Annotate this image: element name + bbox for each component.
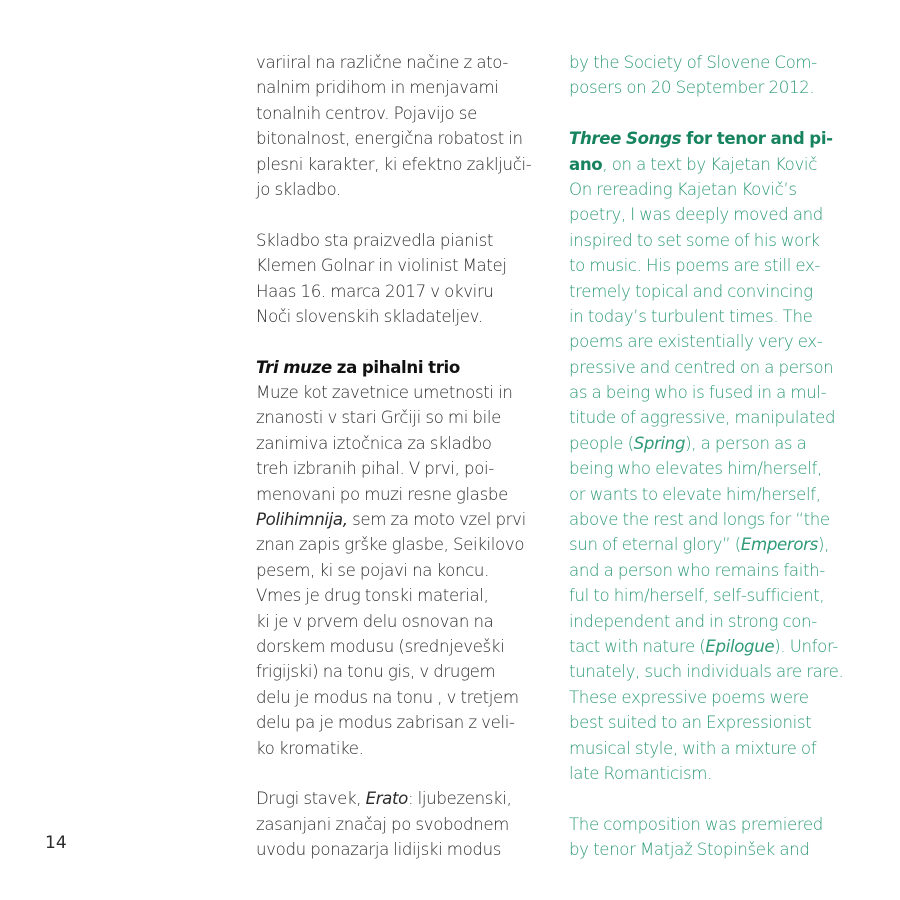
paragraph-gap: [569, 101, 869, 126]
text-line: bitonalnost, energična robatost in: [256, 129, 523, 149]
text-line: uvodu ponazarja lidijski modus: [256, 840, 502, 860]
text-line: Klemen Golnar in violinist Matej: [256, 256, 507, 276]
heading-line: [569, 152, 869, 177]
text-line: as a being who is fused in a mul-: [569, 383, 827, 403]
text-line: by the Society of Slovene Com-: [569, 53, 817, 72]
text-run: Drugi stavek,: [256, 789, 366, 809]
text-line: ful to him/herself, self-sufficient,: [569, 586, 825, 606]
text-run: sun of eternal glory” (: [569, 535, 741, 555]
paragraph-gap: [256, 761, 546, 786]
text-line: tremely topical and convincing: [569, 281, 813, 301]
page-number: 14: [45, 833, 67, 853]
text-line: posers on 20 September 2012.: [569, 78, 815, 98]
text-line: tunately, such individuals are rare.: [569, 662, 844, 682]
text-line: Vmes je drug tonski material,: [256, 586, 489, 606]
italic-term: Epilogue: [705, 636, 775, 656]
paragraph-premiere-sl: [256, 228, 546, 330]
italic-term: Polihimnija,: [256, 510, 348, 530]
text-line: menovani po muzi resne glasbe: [256, 484, 508, 504]
heading-title-cont: ano: [569, 154, 603, 174]
paragraph-society: [569, 50, 869, 101]
text-line: poems are existentially very ex-: [569, 332, 823, 352]
text-line: [256, 507, 546, 532]
text-line: [569, 431, 869, 456]
text-line: independent and in strong con-: [569, 611, 817, 631]
italic-term: Spring: [633, 433, 686, 453]
text-run: : ljubezenski,: [407, 789, 512, 809]
heading-title-rest: za pihalni trio: [331, 357, 460, 377]
paragraph-gap: [569, 786, 869, 811]
text-run: ). Unfor-: [774, 636, 839, 656]
text-line: tonalnih centrov. Pojavijo se: [256, 103, 477, 123]
text-line: Muze kot zavetnice umetnosti in: [256, 383, 513, 403]
text-run: tact with nature (: [569, 636, 706, 656]
text-run: people (: [569, 433, 634, 453]
text-line: plesni karakter, ki efektno zaključi-: [256, 154, 532, 174]
heading-title-rest: for tenor and pi-: [681, 129, 833, 149]
text-line: The composition was premiered: [569, 814, 823, 834]
italic-term: Emperors: [740, 535, 818, 555]
paragraph-tri-muze: [256, 380, 546, 761]
text-line: or wants to elevate him/herself,: [569, 484, 821, 504]
text-line: ki je v prvem delu osnovan na: [256, 611, 494, 631]
text-line: inspired to set some of his work: [569, 230, 820, 250]
text-line: On rereading Kajetan Kovič’s: [569, 179, 797, 199]
text-line: being who elevates him/herself,: [569, 459, 822, 479]
paragraph-gap: [256, 329, 546, 354]
text-line: late Romanticism.: [569, 763, 713, 783]
text-line: treh izbranih pihal. V prvi, poi-: [256, 459, 494, 479]
text-line: ko kromatike.: [256, 738, 364, 758]
paragraph-variation-ending: [256, 50, 546, 202]
text-line: jo skladbo.: [256, 179, 341, 199]
text-line: frigijski) na tonu gis, v drugem: [256, 662, 496, 682]
text-line: variiral na različne načine z ato-: [256, 53, 509, 72]
text-line: to music. His poems are still ex-: [569, 256, 821, 276]
text-line: pesem, ki se pojavi na koncu.: [256, 560, 490, 580]
text-line: zanimiva iztočnica za skladbo: [256, 433, 492, 453]
text-line: poetry, I was deeply moved and: [569, 205, 823, 225]
heading-title-italic: Three Songs: [569, 129, 682, 149]
text-line: delu je modus na tonu , v tretjem: [256, 687, 519, 707]
section-heading-three-songs: [569, 126, 869, 177]
paragraph-premiere-en: [569, 812, 869, 863]
text-line: in today’s turbulent times. The: [569, 306, 813, 326]
heading-title-italic: Tri muze: [256, 357, 332, 377]
text-line: dorskem modusu (srednjeveški: [256, 636, 505, 656]
text-line: titude of aggressive, manipulated: [569, 408, 836, 428]
text-line: pressive and centred on a person: [569, 357, 834, 377]
paragraph-three-songs: [569, 177, 869, 786]
text-line: and a person who remains faith-: [569, 560, 825, 580]
text-line: best suited to an Expressionist: [569, 713, 812, 733]
text-line: nalnim pridihom in menjavami: [256, 78, 499, 98]
heading-line: [569, 126, 869, 151]
text-line: Noči slovenskih skladateljev.: [256, 306, 483, 326]
text-line: above the rest and longs for “the: [569, 510, 830, 530]
left-column: [256, 50, 546, 863]
text-line: [256, 786, 546, 811]
text-line: znanosti v stari Grčiji so mi bile: [256, 408, 501, 428]
section-heading-tri-muze: [256, 355, 546, 380]
heading-subtitle: , on a text by Kajetan Kovič: [602, 154, 817, 174]
text-run: ), a person as a: [685, 433, 807, 453]
text-line: [569, 634, 869, 659]
text-line: [569, 532, 869, 557]
text-line: Skladbo sta praizvedla pianist: [256, 230, 494, 250]
text-run: sem za moto vzel prvi: [347, 510, 526, 530]
text-line: musical style, with a mixture of: [569, 738, 817, 758]
text-line: Haas 16. marca 2017 v okviru: [256, 281, 494, 301]
paragraph-erato: [256, 786, 546, 862]
text-line: znan zapis grške glasbe, Seikilovo: [256, 535, 525, 555]
text-run: ),: [817, 535, 830, 555]
right-column: [569, 50, 869, 863]
text-line: delu pa je modus zabrisan z veli-: [256, 713, 515, 733]
italic-term: Erato: [365, 789, 408, 809]
paragraph-gap: [256, 202, 546, 227]
text-line: zasanjani značaj po svobodnem: [256, 814, 509, 834]
text-line: These expressive poems were: [569, 687, 809, 707]
text-line: by tenor Matjaž Stopinšek and: [569, 840, 810, 860]
